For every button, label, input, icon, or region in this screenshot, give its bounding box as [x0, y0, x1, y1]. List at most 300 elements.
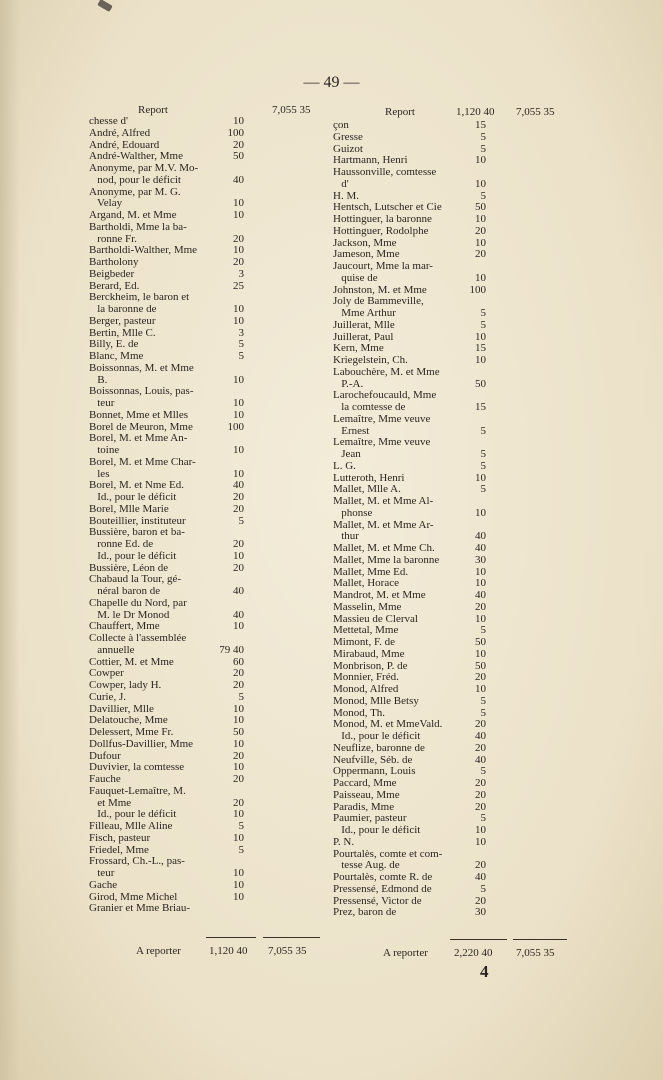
donor-name: Dufour — [89, 749, 121, 762]
donor-name: Anonyme, par M. G. — [89, 185, 181, 198]
donor-name: Monod, M. et MmeVald. — [333, 718, 443, 731]
donation-amount: 50 — [475, 201, 486, 214]
donation-amount: 20 — [233, 502, 244, 515]
right-report-amount: 1,120 40 — [456, 106, 495, 118]
donor-name: Joly de Bammeville, — [333, 295, 424, 308]
donor-name: Bartholdi-Walther, Mme — [89, 244, 198, 257]
donation-amount: 30 — [475, 906, 486, 919]
donor-name: Mirabaud, Mme — [333, 647, 405, 660]
list-item — [89, 128, 269, 140]
list-item — [333, 414, 509, 426]
donation-amount: 10 — [233, 444, 244, 456]
list-item — [333, 402, 509, 414]
donor-name: Chapelle du Nord, par — [89, 596, 187, 609]
donor-name: Jean — [333, 448, 361, 460]
donor-name: Pourtalès, comte et com- — [333, 847, 443, 860]
donor-name: Boissonnas, M. et Mme — [89, 361, 194, 374]
donation-amount: 5 — [480, 483, 486, 496]
donor-name: Collecte à l'assemblée — [89, 632, 187, 644]
donor-name: Chabaud la Tour, gé- — [89, 573, 182, 586]
donation-amount: 10 — [475, 683, 486, 695]
list-item — [89, 504, 269, 516]
list-item — [89, 116, 269, 128]
donor-name: Labouchère, M. et Mme — [333, 365, 440, 378]
list-item — [89, 363, 269, 375]
ink-speck — [97, 0, 113, 12]
donation-amount: 10 — [233, 714, 244, 727]
donation-amount: 40 — [475, 871, 486, 883]
donation-amount: 10 — [475, 471, 486, 484]
donor-name: P.-A. — [333, 377, 364, 390]
donation-amount: 15 — [475, 119, 486, 131]
donor-name: P. N. — [333, 835, 355, 848]
list-item — [89, 786, 269, 798]
list-item — [333, 778, 509, 790]
right-footer-total: 7,055 35 — [516, 947, 555, 959]
donation-amount: 20 — [233, 232, 244, 245]
left-footer-label: A reporter — [136, 945, 181, 957]
donor-name: Hottinguer, la baronne — [333, 213, 432, 225]
donation-amount: 5 — [238, 820, 244, 832]
list-item — [333, 120, 509, 132]
donation-amount: 5 — [480, 694, 486, 707]
left-footer-amount: 1,120 40 — [209, 945, 248, 957]
donor-name: Larochefoucauld, Mme — [333, 389, 437, 402]
donor-name: Prez, baron de — [333, 906, 397, 919]
donor-name: ronne Fr. — [89, 232, 137, 245]
donor-name: Gresse — [333, 130, 363, 143]
donor-name: Id., pour le déficit — [333, 824, 421, 836]
donor-name: Dollfus-Davillier, Mme — [89, 737, 194, 750]
list-item — [333, 461, 509, 473]
donation-amount: 20 — [475, 800, 486, 813]
donor-name: Mallet, Mme Ed. — [333, 565, 409, 578]
list-item — [89, 304, 269, 316]
list-item — [333, 543, 509, 555]
donor-name: Borel de Meuron, Mme — [89, 420, 193, 433]
donation-amount: 10 — [233, 702, 244, 715]
donation-amount: 20 — [475, 788, 486, 801]
donor-name: Mettetal, Mme — [333, 624, 399, 637]
donor-name: ronne Ed. de — [89, 538, 154, 550]
right-sum-rule — [450, 939, 507, 940]
list-item — [333, 508, 509, 520]
donation-amount: 20 — [475, 718, 486, 731]
donor-name: Boissonnas, Louis, pas- — [89, 385, 194, 398]
donation-amount: 40 — [475, 753, 486, 766]
donor-name: Cowper — [89, 667, 124, 680]
donation-amount: 20 — [233, 538, 244, 550]
donor-name: tesse Aug. de — [333, 859, 400, 872]
donation-amount: 5 — [480, 130, 486, 143]
donor-name: Billy, E. de — [89, 338, 139, 351]
donation-amount: 40 — [233, 608, 244, 621]
left-report-amount: 7,055 35 — [272, 104, 311, 116]
list-item — [333, 167, 509, 179]
donor-name: Massieu de Clerval — [333, 612, 418, 625]
donor-name: Lemaître, Mme veuve — [333, 412, 431, 425]
donation-amount: 10 — [233, 408, 244, 421]
list-item — [333, 790, 509, 802]
donor-name: Haussonville, comtesse — [333, 166, 437, 178]
donor-name: Paccard, Mme — [333, 777, 397, 789]
donor-name: Mallet, Mlle A. — [333, 483, 401, 496]
list-item — [89, 821, 269, 833]
donor-name: Johnston, M. et Mme — [333, 283, 427, 296]
donation-amount: 5 — [238, 843, 244, 856]
donation-amount: 20 — [233, 561, 244, 574]
list-item — [333, 226, 509, 238]
donation-amount: 20 — [233, 667, 244, 680]
donation-amount: 10 — [475, 577, 486, 590]
right-report-label: Report — [385, 106, 415, 118]
donation-amount: 10 — [475, 835, 486, 848]
donation-amount: 10 — [233, 737, 244, 750]
donor-name: Girod, Mme Michel — [89, 890, 178, 903]
donation-amount: 5 — [238, 338, 244, 351]
list-item — [333, 743, 509, 755]
right-footer-amount: 2,220 40 — [454, 947, 493, 959]
list-item — [333, 649, 509, 661]
donation-amount: 10 — [475, 330, 486, 343]
donation-amount: 20 — [475, 224, 486, 237]
donor-name: Velay — [89, 197, 123, 210]
donation-amount: 5 — [238, 514, 244, 527]
donor-name: Bussière, Léon de — [89, 561, 169, 574]
page-number: — 49 — — [303, 74, 360, 91]
donor-name: Paumier, pasteur — [333, 812, 407, 825]
list-item — [333, 355, 509, 367]
donation-amount: 20 — [475, 859, 486, 872]
donation-amount: 5 — [480, 706, 486, 719]
list-item — [333, 602, 509, 614]
list-item — [333, 907, 509, 919]
donor-name: Berger, pasteur — [89, 314, 156, 327]
donor-name: teur — [89, 867, 115, 879]
donation-amount: 20 — [233, 256, 244, 268]
donor-name: Delessert, Mme Fr. — [89, 726, 174, 738]
donation-amount: 20 — [475, 741, 486, 754]
donor-name: Cowper, lady H. — [89, 679, 162, 691]
donation-amount: 50 — [475, 377, 486, 390]
list-item — [89, 645, 269, 657]
donor-name: les — [89, 467, 110, 480]
list-item — [333, 214, 509, 226]
donation-amount: 10 — [233, 209, 244, 221]
list-item — [89, 727, 269, 739]
donation-amount: 20 — [233, 679, 244, 691]
donation-amount: 5 — [480, 142, 486, 155]
list-item — [333, 590, 509, 602]
donor-name: Hartmann, Henri — [333, 154, 408, 167]
donation-amount: 20 — [475, 248, 486, 261]
list-item — [89, 457, 269, 469]
donor-name: Argand, M. et Mme — [89, 209, 177, 221]
donor-name: annuelle — [89, 643, 135, 656]
donor-name: Gache — [89, 878, 118, 891]
donation-amount: 60 — [233, 655, 244, 668]
list-item — [333, 555, 509, 567]
left-report-label: Report — [138, 104, 168, 116]
list-item — [333, 684, 509, 696]
donor-name: Paradis, Mme — [333, 800, 395, 813]
donor-name: Mallet, M. et Mme Ch. — [333, 542, 435, 554]
donor-name: Bertin, Mlle C. — [89, 326, 156, 339]
list-item — [333, 261, 509, 273]
donor-name: Monbrison, P. de — [333, 659, 408, 672]
list-item — [89, 257, 269, 269]
donor-name: Bonnet, Mme et Mlles — [89, 408, 188, 421]
donation-amount: 50 — [233, 726, 244, 738]
donor-name: Jackson, Mme — [333, 236, 397, 249]
donation-amount: 10 — [475, 154, 486, 167]
donation-amount: 5 — [480, 624, 486, 637]
donation-amount: 15 — [475, 401, 486, 413]
donor-name: Monod, Alfred — [333, 683, 399, 695]
list-item — [333, 179, 509, 191]
donor-name: Monnier, Fréd. — [333, 671, 399, 684]
list-item — [89, 680, 269, 692]
list-item — [89, 492, 269, 504]
donor-name: Mallet, Mme la baronne — [333, 553, 440, 566]
list-item — [333, 825, 509, 837]
donor-name: toine — [89, 444, 120, 456]
donor-name: Fauquet-Lemaître, M. — [89, 784, 186, 797]
list-item — [89, 175, 269, 187]
donor-name: Neuflize, baronne de — [333, 741, 425, 754]
donation-amount: 10 — [233, 303, 244, 315]
donor-name: Anonyme, par M.V. Mo- — [89, 162, 199, 174]
donor-name: la baronne de — [89, 303, 157, 315]
right-footer-label: A reporter — [383, 947, 428, 959]
page-edge-shadow — [0, 0, 20, 1080]
list-item — [333, 837, 509, 849]
donation-amount: 40 — [233, 585, 244, 597]
donation-amount: 20 — [475, 600, 486, 613]
donation-amount: 50 — [233, 150, 244, 163]
donor-name: Bussière, baron et ba- — [89, 526, 185, 539]
donor-name: chesse d' — [89, 115, 128, 127]
donation-amount: 3 — [238, 267, 244, 280]
donor-name: Curie, J. — [89, 690, 126, 703]
donor-name: Monod, Th. — [333, 706, 386, 719]
donation-amount: 100 — [227, 420, 244, 433]
donation-amount: 10 — [233, 831, 244, 844]
donor-name: teur — [89, 397, 115, 409]
donor-name: la comtesse de — [333, 401, 406, 413]
donor-name: Berckheim, le baron et — [89, 291, 190, 304]
donor-name: Mallet, Horace — [333, 577, 399, 590]
donor-name: Borel, M. et Mme Char- — [89, 455, 196, 468]
donor-name: d' — [333, 177, 349, 190]
donation-amount: 5 — [480, 189, 486, 202]
donor-name: Borel, Mlle Marie — [89, 502, 169, 515]
donation-amount: 5 — [238, 350, 244, 362]
donation-amount: 10 — [233, 115, 244, 127]
left-column-list — [89, 116, 269, 915]
donor-name: Davillier, Mlle — [89, 702, 154, 715]
list-item — [333, 731, 509, 743]
donation-amount: 5 — [480, 307, 486, 319]
donor-name: Mimont, F. de — [333, 636, 396, 648]
donation-amount: 79 40 — [219, 643, 244, 656]
donor-name: H. M. — [333, 189, 359, 202]
donor-name: M. le Dr Monod — [89, 608, 170, 621]
donor-name: Juillerat, Paul — [333, 330, 394, 343]
donation-amount: 40 — [475, 589, 486, 601]
donation-amount: 5 — [238, 690, 244, 703]
donor-name: Mme Arthur — [333, 307, 396, 319]
list-item — [89, 739, 269, 751]
donor-name: Borel, M. et Nme Ed. — [89, 479, 185, 492]
list-item — [89, 398, 269, 410]
list-item — [89, 163, 269, 175]
list-item — [89, 269, 269, 281]
donation-amount: 40 — [475, 530, 486, 543]
donor-name: Beigbeder — [89, 267, 135, 280]
donation-amount: 10 — [233, 314, 244, 327]
donor-name: Bartholony — [89, 256, 139, 268]
donation-amount: 10 — [233, 549, 244, 562]
donor-name: Granier et Mme Briau- — [89, 902, 191, 915]
donor-name: Blanc, Mme — [89, 350, 144, 362]
donation-amount: 10 — [233, 761, 244, 774]
list-item — [89, 316, 269, 328]
list-item — [89, 551, 269, 563]
donor-name: Jaucourt, Mme la mar- — [333, 260, 433, 272]
donation-amount: 10 — [475, 354, 486, 366]
list-item — [333, 696, 509, 708]
donation-amount: 5 — [480, 812, 486, 825]
right-total-rule — [513, 939, 567, 940]
donation-amount: 15 — [475, 342, 486, 355]
donation-amount: 10 — [475, 565, 486, 578]
list-item — [89, 210, 269, 222]
donor-name: Mallet, M. et Mme Al- — [333, 495, 434, 507]
signature-mark: 4 — [480, 962, 489, 981]
donation-amount: 10 — [233, 467, 244, 480]
donor-name: Filleau, Mlle Aline — [89, 820, 173, 832]
donor-name: Kern, Mme — [333, 342, 384, 355]
donor-name: Fauche — [89, 773, 121, 785]
donor-name: nod, pour le déficit — [89, 173, 181, 186]
donor-name: Id., pour le déficit — [89, 491, 177, 503]
right-column-list — [333, 120, 509, 919]
donor-name: André-Walther, Mme — [89, 150, 183, 163]
donation-amount: 5 — [480, 318, 486, 331]
donor-name: Oppermann, Louis — [333, 765, 416, 778]
donor-name: Chauffert, Mme — [89, 620, 160, 633]
donation-amount: 40 — [233, 479, 244, 492]
list-item — [333, 132, 509, 144]
donor-name: Cottier, M. et Mme — [89, 655, 174, 668]
donor-name: thur — [333, 530, 359, 543]
donor-name: Lutteroth, Henri — [333, 471, 405, 484]
donor-name: André, Edouard — [89, 138, 160, 151]
list-item — [89, 633, 269, 645]
donation-amount: 25 — [233, 279, 244, 292]
donation-amount: 50 — [475, 636, 486, 648]
left-total-rule — [263, 937, 320, 938]
list-item — [89, 692, 269, 704]
donor-name: B. — [89, 373, 108, 386]
donor-name: Delatouche, Mme — [89, 714, 168, 727]
donor-name: Mandrot, M. et Mme — [333, 589, 426, 601]
donation-amount: 10 — [475, 612, 486, 625]
list-item — [333, 308, 509, 320]
donor-name: phonse — [333, 506, 373, 519]
donation-amount: 10 — [475, 271, 486, 284]
donor-name: Berard, Ed. — [89, 279, 140, 292]
donor-name: Juillerat, Mlle — [333, 318, 395, 331]
list-item — [89, 868, 269, 880]
donor-name: Ernest — [333, 424, 370, 437]
donation-amount: 100 — [469, 283, 486, 296]
donation-amount: 40 — [475, 730, 486, 742]
donation-amount: 40 — [233, 173, 244, 186]
list-item — [333, 496, 509, 508]
list-item — [333, 449, 509, 461]
donor-name: Borel, M. et Mme An- — [89, 432, 188, 445]
donation-amount: 20 — [233, 138, 244, 151]
list-item — [333, 637, 509, 649]
list-item — [89, 586, 269, 598]
donor-name: néral baron de — [89, 585, 161, 597]
donor-name: Bartholdi, Mme la ba- — [89, 220, 187, 233]
donor-name: Duvivier, la comtesse — [89, 761, 185, 774]
donation-amount: 10 — [233, 878, 244, 891]
list-item — [89, 833, 269, 845]
donor-name: Guizot — [333, 142, 363, 155]
donor-name: Mallet, M. et Mme Ar- — [333, 518, 434, 531]
donation-amount: 20 — [475, 894, 486, 907]
list-item — [89, 539, 269, 551]
list-item — [89, 774, 269, 786]
list-item — [89, 880, 269, 892]
list-item — [333, 367, 509, 379]
donor-name: Jameson, Mme — [333, 248, 400, 261]
list-item — [89, 222, 269, 234]
donation-amount: 5 — [480, 448, 486, 460]
donation-amount: 50 — [475, 659, 486, 672]
donation-amount: 20 — [233, 749, 244, 762]
donor-name: Frossard, Ch.-L., pas- — [89, 855, 185, 868]
donor-name: Pressensé, Edmond de — [333, 882, 432, 895]
donation-amount: 30 — [475, 553, 486, 566]
donation-amount: 5 — [480, 459, 486, 472]
donor-name: Id., pour le déficit — [333, 730, 421, 742]
donation-amount: 10 — [233, 197, 244, 210]
donation-amount: 10 — [233, 890, 244, 903]
donation-amount: 10 — [475, 824, 486, 836]
donation-amount: 5 — [480, 765, 486, 778]
list-item — [333, 320, 509, 332]
donor-name: çon — [333, 119, 349, 131]
donation-amount: 10 — [475, 213, 486, 225]
donation-amount: 3 — [238, 326, 244, 339]
donation-amount: 10 — [233, 397, 244, 409]
donation-amount: 10 — [475, 506, 486, 519]
donor-name: Id., pour le déficit — [89, 808, 177, 821]
donor-name: Hentsch, Lutscher et Cie — [333, 201, 442, 214]
list-item — [89, 410, 269, 422]
donation-amount: 10 — [475, 647, 486, 660]
donation-amount: 10 — [233, 867, 244, 879]
donation-amount: 20 — [475, 777, 486, 789]
donor-name: et Mme — [89, 796, 132, 809]
list-item — [89, 598, 269, 610]
list-item — [333, 273, 509, 285]
